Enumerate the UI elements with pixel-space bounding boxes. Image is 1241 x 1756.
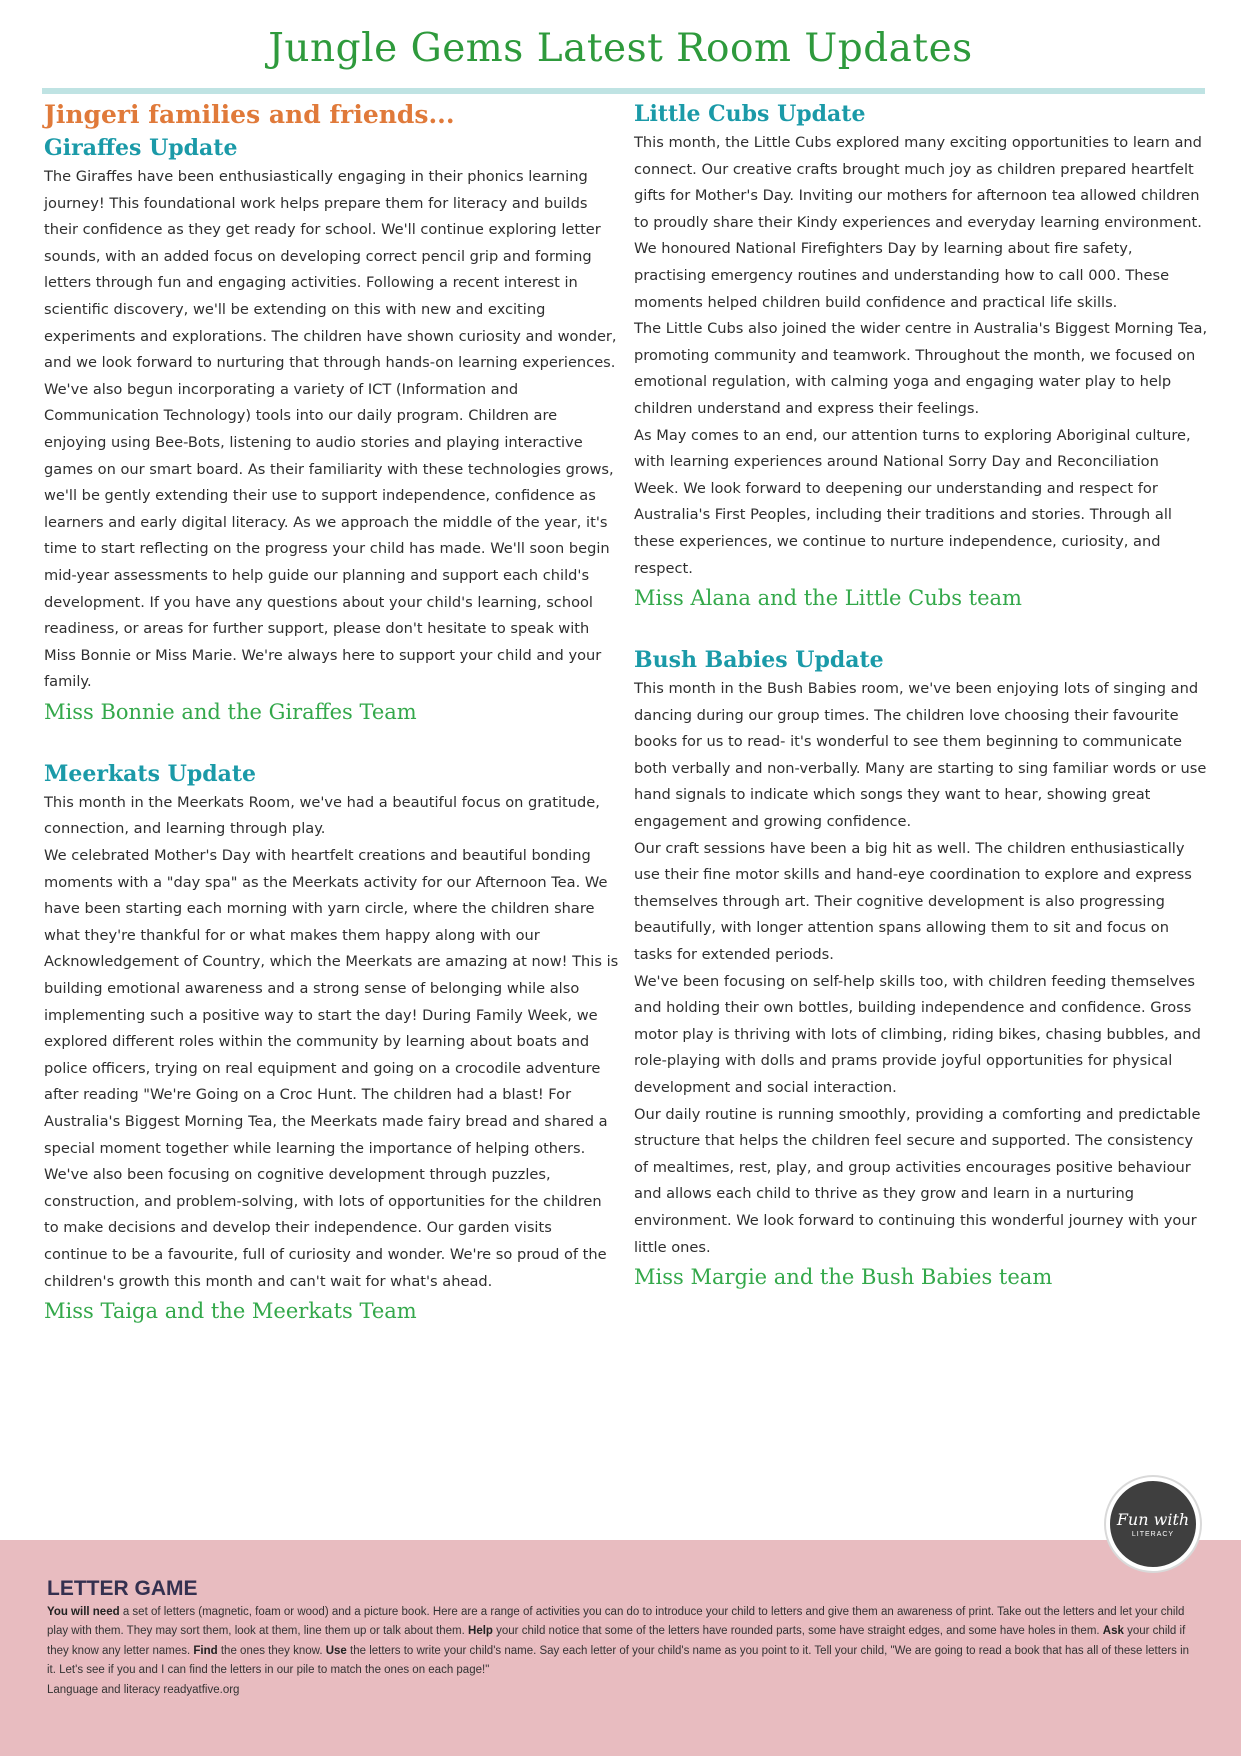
meerkats-heading: Meerkats Update — [44, 760, 257, 787]
bush-babies-body-2: Our craft sessions have been a big hit as well. The children enthusiastically use their fine motor skills and hand-eye coordination to explore and express themselves through art. Their cognitive development is also progressing beautifully, with longer attention spans allowing them to sit and focus on tasks for extended periods. — [634, 839, 1192, 964]
little-cubs-body-1: This month, the Little Cubs explored many exciting opportunities to learn and connect. Our creative crafts brought much joy as children prepared heartfelt gifts for Mother's Day. Inviting our mothers for afternoon tea allowed children to proudly share their Kindy experiences and everyday learning environment. We honoured National Firefighters Day by learning about fire safety, practising emergency routines and understanding how to call 000. These moments helped children build confidence and practical life skills. — [634, 134, 1202, 311]
keyword-you-will-need: You will need — [47, 1606, 120, 1618]
bush-babies-heading: Bush Babies Update — [634, 647, 884, 674]
meerkats-body-main: We celebrated Mother's Day with heartfelt creations and beautiful bonding moments with a "day spa" as the Meerkats activity for our Afternoon Tea. We have been starting each morning with yarn circle, where the children share what they're thankful for or what makes them happy along with our Acknowledgement of Country, which the Meerkats are amazing at now! This is building emotional awareness and a strong sense of belonging while also implementing such a positive way to start the day! During Family Week, we explored different roles within the community by learning about boats and police officers, trying on real equipment and going on a crocodile adventure after reading "We're Going on a Croc Hunt. The children had a blast! For Australia's Biggest Morning Tea, the Meerkats made fairy bread and shared a special moment together while learning the importance of helping others. We've also been focusing on cognitive development through puzzles, construction, and problem-solving, with lots of opportunities for the children to make decisions and develop their independence. Our garden visits continue to be a favourite, full of curiosity and wonder. We're so proud of the children's growth this month and can't wait for what's ahead. — [44, 847, 619, 1290]
section-spacer — [44, 728, 619, 758]
giraffes-body: The Giraffes have been enthusiastically engaging in their phonics learning journey! This foundational work helps prepare them for literacy and builds their confidence as they get ready for school. We'll continue exploring letter sounds, with an added focus on developing correct pencil grip and forming letters through fun and engaging activities. Following a recent interest in scientific discovery, we'll be extending on this with new and exciting experiments and explorations. The children have shown curiosity and wonder, and we look forward to nurturing that through hands-on learning experiences. We've also begun incorporating a variety of ICT (Information and Communication Technology) tools into our daily program. Children are enjoying using Bee-Bots, listening to audio stories and playing interactive games on our smart board. As their familiarity with these technologies grows, we'll be gently extending their use to support independence, confidence as learners and early digital literacy. As we approach the middle of the year, it's time to start reflecting on the progress your child has made. We'll soon begin mid-year assessments to help guide our planning and support each child's development. If you have any questions about your child's learning, school readiness, or areas for further support, please don't hesitate to speak with Miss Bonnie or Miss Marie. We're always here to support your child and your family. — [44, 168, 617, 691]
letter-text-segment: a set of letters (magnetic, foam or wood) and a picture book. Here are a range of activities you can do to introduce your child to letters and give them an awareness of print. Take out the letters and let your child play with them. They may sort them, look at them, line them up or talk about them. — [47, 1606, 1185, 1638]
section-spacer — [634, 614, 1208, 644]
letter-text-segment: the ones they know. — [217, 1644, 326, 1657]
keyword-find: Find — [193, 1644, 218, 1657]
letter-game-text — [47, 1603, 1197, 1700]
right-column — [634, 98, 1208, 1293]
bush-babies-body-3: We've been focusing on self-help skills too, with children feeding themselves and holding their own bottles, building independence and confidence. Gross motor play is thriving with lots of climbing, riding bikes, chasing bubbles, and role-playing with dolls and prams provide joyful opportunities for physical development and social interaction. — [634, 972, 1201, 1096]
logo-sub-text: LITERACY — [1131, 1530, 1175, 1538]
little-cubs-body-3: As May comes to an end, our attention turns to exploring Aboriginal culture, with learning experiences around National Sorry Day and Reconciliation Week. We look forward to deepening our understanding and respect for Australia's First Peoples, including their traditions and stories. Through all these experiences, we continue to nurture independence, curiosity, and respect. — [634, 426, 1191, 577]
meerkats-signoff: Miss Taiga and the Meerkats Team — [44, 1299, 417, 1324]
keyword-ask: Ask — [1102, 1625, 1124, 1638]
giraffes-heading: Giraffes Update — [44, 135, 238, 161]
family-heading: Jingeri families and friends... — [44, 100, 455, 129]
bush-babies-signoff: Miss Margie and the Bush Babies team — [634, 1265, 1053, 1290]
fun-with-literacy-logo — [1106, 1477, 1200, 1571]
letter-text-segment: the letters to write your child's name. Say each letter of your child's name as you point to it. Tell your child, "We are going to read a book that has all of these letters in it. Let's see if you and I can find the letters in our pile to match the ones on each page!" — [47, 1644, 1190, 1677]
bush-babies-body-1: This month in the Bush Babies room, we've been enjoying lots of singing and dancing during our group times. The children love choosing their favourite books for us to read- it's wonderful to see them beginning to communicate both verbally and non-verbally. Many are starting to sing familiar words or use hand signals to indicate which songs they want to hear, showing great engagement and growing confidence. — [634, 680, 1207, 831]
little-cubs-signoff: Miss Alana and the Little Cubs team — [634, 586, 1022, 611]
letter-text-segment: your child notice that some of the letters have rounded parts, some have straight edges, and some have holes in them. — [492, 1625, 1103, 1638]
letter-game-source: Language and literacy readyatfive.org — [47, 1683, 240, 1696]
keyword-use: Use — [325, 1644, 347, 1657]
meerkats-body-intro: This month in the Meerkats Room, we've had a beautiful focus on gratitude, connection, and learning through play. — [44, 793, 600, 838]
letter-game-heading: LETTER GAME — [47, 1577, 198, 1600]
giraffes-signoff: Miss Bonnie and the Giraffes Team — [44, 699, 417, 724]
title-divider — [42, 88, 1205, 94]
keyword-help: Help — [468, 1625, 493, 1638]
little-cubs-body-2: The Little Cubs also joined the wider centre in Australia's Biggest Morning Tea, promoting community and teamwork. Throughout the month, we focused on emotional regulation, with calming yoga and engaging water play to help children understand and express their feelings. — [634, 320, 1208, 417]
bush-babies-body-4: Our daily routine is running smoothly, providing a comforting and predictable structure that helps the children feel secure and supported. The consistency of mealtimes, rest, play, and group activities encourages positive behaviour and allows each child to thrive as they grow and learn in a nurturing environment. We look forward to continuing this wonderful journey with your little ones. — [634, 1105, 1201, 1256]
letter-text-segment: your child if they know any letter names. — [47, 1625, 1186, 1657]
left-column — [44, 98, 619, 1327]
logo-main-text: Fun with — [1116, 1509, 1190, 1529]
little-cubs-heading: Little Cubs Update — [634, 101, 866, 127]
page-title: Jungle Gems Latest Room Updates — [268, 26, 973, 71]
